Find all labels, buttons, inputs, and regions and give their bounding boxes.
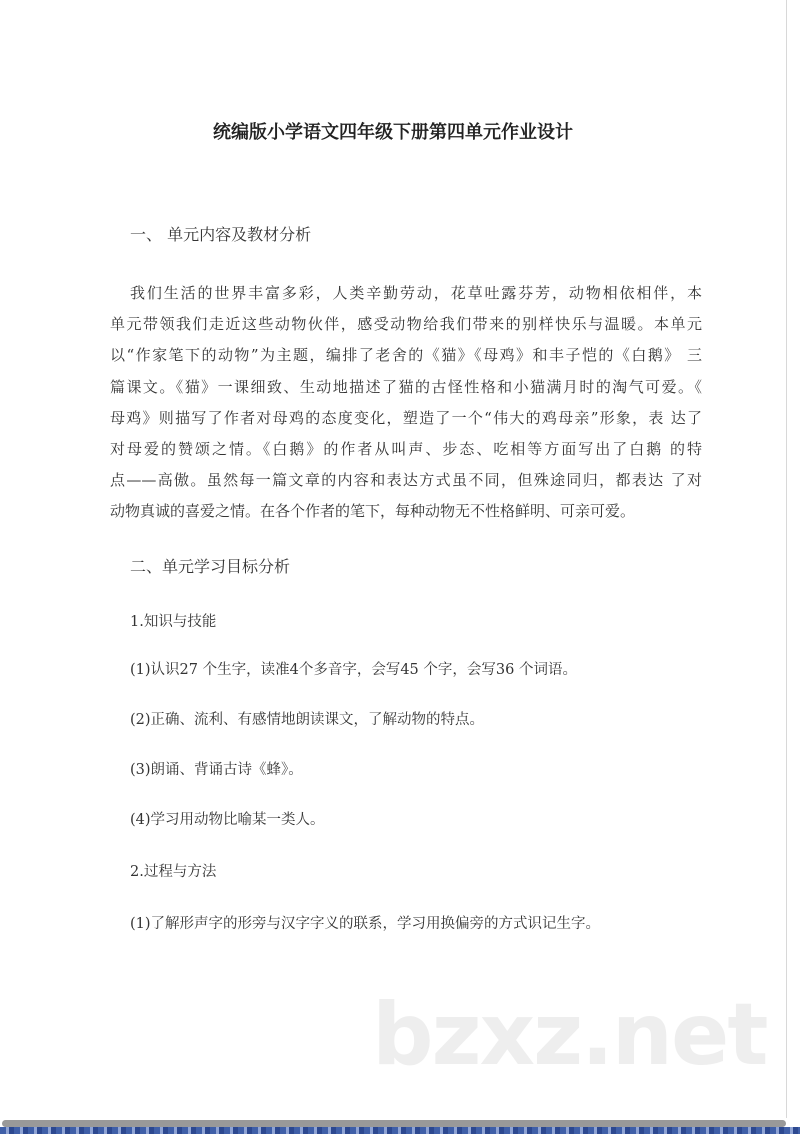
list-item: (3)朗诵、背诵古诗《蜂》。 <box>130 762 303 778</box>
subheading-knowledge: 1.知识与技能 <box>130 614 217 630</box>
list-item: (4)学习用动物比喻某一类人。 <box>130 812 325 828</box>
document-title: 统编版小学语文四年级下册第四单元作业设计 <box>213 122 573 143</box>
background-pattern <box>0 1127 800 1134</box>
paragraph-line: 动物真诚的喜爱之情。在各个作者的笔下，每种动物无不性格鲜明、可亲可爱。 <box>110 502 636 521</box>
paragraph-line: 点——高傲。虽然每一篇文章的内容和表达方式虽不同，但殊途同归，都表达 了对 <box>110 471 702 490</box>
paragraph-line: 母鸡》则描写了作者对母鸡的态度变化，塑造了一个“伟大的鸡母亲”形象，表 达了 <box>110 408 702 427</box>
list-item: (2)正确、流利、有感情地朗读课文，了解动物的特点。 <box>130 712 485 728</box>
section-heading-1: 一、 单元内容及教材分析 <box>130 225 312 244</box>
paragraph-line: 以“作家笔下的动物”为主题，编排了老舍的《猫》《母鸡》和丰子恺的《白鹅》 三 <box>110 346 702 365</box>
paragraph-line: 单元带领我们走近这些动物伙伴，感受动物给我们带来的别样快乐与温暖。本单元 <box>110 315 702 334</box>
section-heading-2: 二、单元学习目标分析 <box>130 557 291 576</box>
horizontal-scrollbar[interactable] <box>2 1120 786 1127</box>
paragraph-line: 对母爱的赞颂之情。《白鹅》的作者从叫声、步态、吃相等方面写出了白鹅 的特 <box>110 439 702 458</box>
list-item: (1)了解形声字的形旁与汉字字义的联系，学习用换偏旁的方式识记生字。 <box>130 916 601 932</box>
watermark: bzxz.net <box>372 985 767 1085</box>
list-item: (1)认识27 个生字，读准4个多音字，会写45 个字，会写36 个词语。 <box>130 662 577 678</box>
subheading-process: 2.过程与方法 <box>130 864 217 880</box>
paragraph-line: 我们生活的世界丰富多彩，人类辛勤劳动，花草吐露芬芳，动物相依相伴，本 <box>130 284 702 302</box>
paragraph-line: 篇课文。《猫》一课细致、生动地描述了猫的古怪性格和小猫满月时的淘气可爱。《 <box>110 377 702 396</box>
analysis-paragraph <box>110 278 702 528</box>
